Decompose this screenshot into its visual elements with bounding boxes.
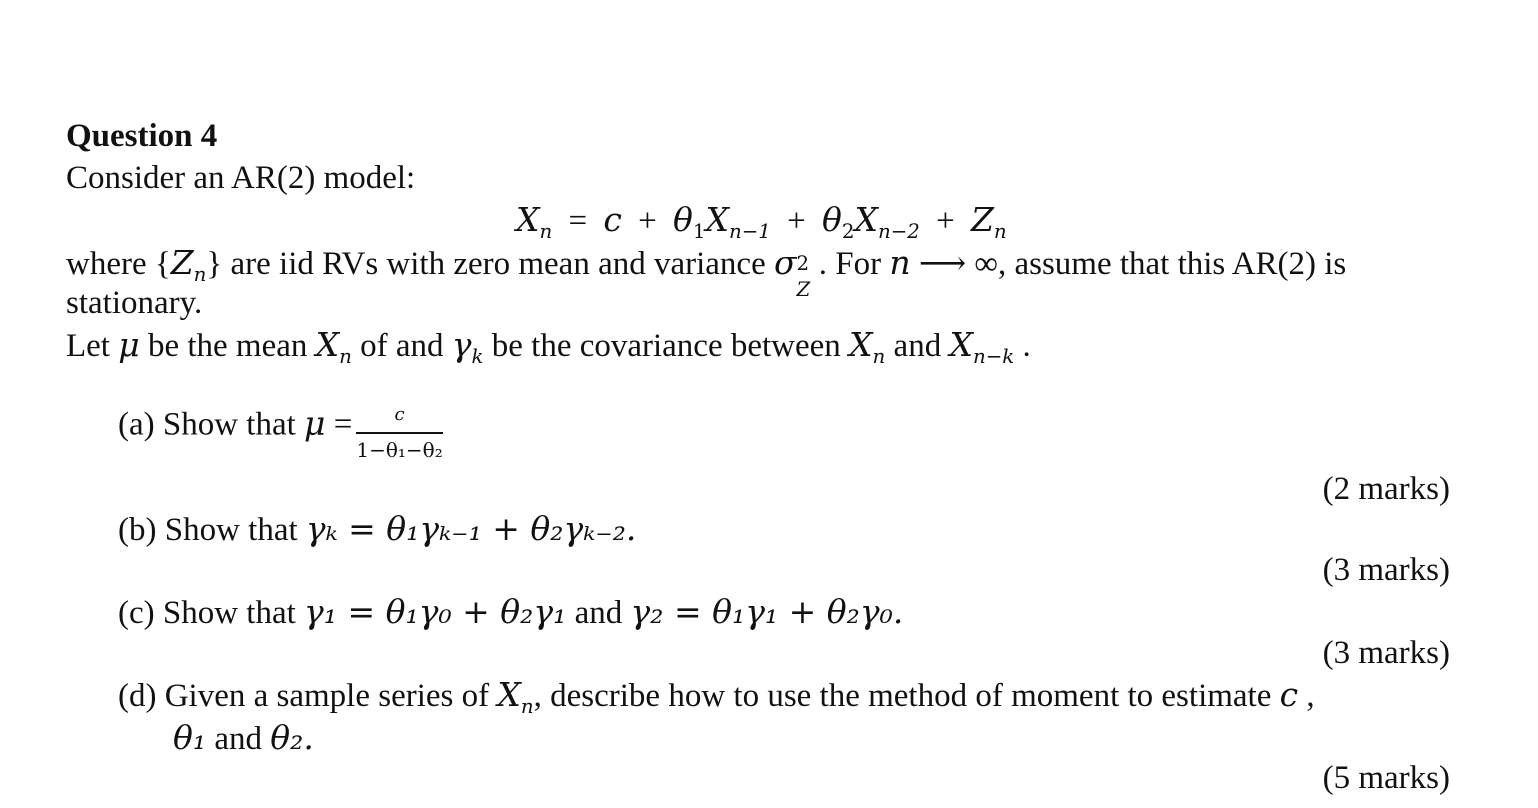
part-a-eq: =: [325, 406, 353, 443]
where-z: Z: [170, 243, 194, 282]
where-line: where $\{Z_n\}$ are iid RVs with zero mean and variance σ 2 Z . For n ⟶ ∞, assume that this AR(2) is: [66, 243, 1347, 301]
ar2-equation: $X_n = c + \theta_1X_{n-1} + \theta_2X_{n-2} + Z_n$: [516, 200, 1007, 243]
eq-x1-sub: n−1: [728, 219, 771, 243]
part-d-part2: , describe how to use the method of moment to estimate: [533, 678, 1280, 714]
let-part4: be the covariance between: [483, 328, 850, 364]
part-a-label: (a) Show that: [118, 406, 305, 443]
eq-z-sub: n: [993, 219, 1007, 243]
let-part1: Let: [66, 328, 119, 364]
eq-theta1-sub: 1: [692, 219, 706, 243]
part-b-label: (b) Show that: [118, 512, 306, 548]
part-c-and: and: [566, 595, 631, 631]
eq-x2-sub: n−2: [877, 219, 920, 243]
let-part5: and: [885, 328, 950, 364]
where-n: n: [889, 243, 911, 282]
eq-lhs-sub: n: [539, 219, 553, 243]
eq-z: Z: [970, 200, 994, 239]
eq-theta2: θ: [821, 200, 842, 239]
part-a-denominator: 1−θ₁−θ₂: [356, 438, 443, 462]
part-d-and: and: [206, 721, 271, 757]
eq-c: c: [603, 200, 622, 239]
where-sigma: σ: [773, 243, 797, 282]
part-c-label: (c) Show that: [118, 595, 305, 631]
let-x2: X: [849, 325, 873, 364]
where-part3: . For: [810, 246, 890, 282]
where-z-sub: n: [193, 262, 207, 286]
part-b: [118, 509, 637, 548]
part-d-marks: (5 marks): [1322, 760, 1450, 796]
part-d: [118, 675, 1315, 718]
where-part4: , assume that this AR(2) is: [997, 246, 1347, 282]
part-a: [118, 400, 443, 462]
part-b-marks: (3 marks): [1322, 552, 1450, 588]
part-d-label: (d) Given a sample series of: [118, 678, 498, 714]
let-line: [66, 325, 1031, 368]
eq-x1: X: [705, 200, 729, 239]
let-x2-sub: n: [872, 344, 886, 368]
eq-x2: X: [854, 200, 878, 239]
eq-theta2-sub: 2: [841, 219, 855, 243]
part-a-numerator: c: [394, 404, 405, 425]
where-arrow: ⟶ ∞: [910, 246, 998, 282]
intro-text: Consider an AR(2) model:: [66, 160, 416, 196]
let-x-sub: n: [339, 344, 352, 368]
let-mu: μ: [118, 325, 140, 364]
part-c-expr2: γ₂ = θ₁γ₁ + θ₂γ₀.: [630, 592, 904, 631]
part-c: [118, 592, 904, 631]
part-a-fraction: [356, 406, 442, 460]
eq-theta1: θ: [672, 200, 693, 239]
part-a-marks: (2 marks): [1322, 471, 1450, 507]
let-part3: of and: [351, 328, 452, 364]
part-d-c: c: [1279, 675, 1299, 714]
part-c-expr1: γ₁ = θ₁γ₀ + θ₂γ₁: [304, 592, 567, 631]
part-b-expr: γₖ = θ₁γₖ₋₁ + θ₂γₖ₋₂.: [305, 509, 637, 548]
eq-lhs: X: [516, 200, 540, 239]
let-gamma: γ: [451, 325, 472, 364]
question-title: Question 4: [66, 118, 218, 154]
part-d-part3: ,: [1298, 678, 1315, 714]
stationary-text: stationary.: [66, 285, 203, 321]
where-part2: } are iid RVs with zero mean and variance: [206, 246, 774, 282]
part-d-line2: [173, 718, 314, 757]
let-x: X: [315, 325, 340, 364]
part-d-theta1: θ₁: [173, 718, 207, 757]
let-part6: .: [1014, 328, 1031, 364]
let-part2: be the mean: [139, 328, 316, 364]
part-d-theta2: θ₂.: [270, 718, 314, 757]
part-d-x: X: [497, 675, 521, 714]
part-d-x-sub: n: [520, 694, 534, 718]
let-x3: X: [949, 325, 973, 364]
let-x3-sub: n−k: [972, 344, 1015, 368]
part-c-marks: (3 marks): [1322, 635, 1450, 671]
part-a-mu: μ: [304, 403, 326, 443]
where-part1: where {: [66, 246, 171, 282]
let-gamma-sub: k: [471, 344, 484, 368]
